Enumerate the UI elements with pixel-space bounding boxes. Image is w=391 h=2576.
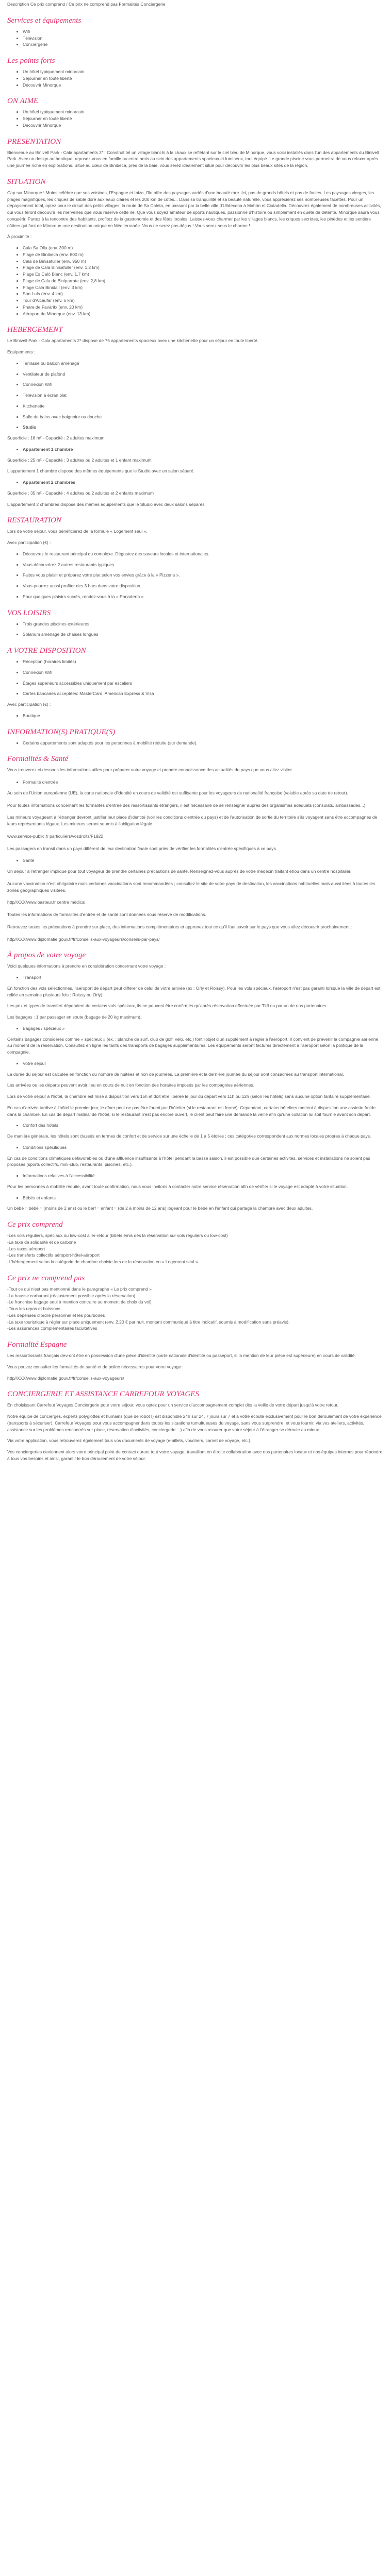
restaurant-section: [7, 516, 384, 600]
formalities-paragraph: Toutes les informations de formalités d'entrée et de santé sont données sous réserve de modifications.: [7, 912, 206, 917]
list-item: • Bagages / spécieux »: [23, 1025, 384, 1032]
concierge-paragraph: Vos conciergeries deviennent alors votre principal point de contact durant tout votre voyage, travaillant en étroite collaboration avec nos partenaires locaux et nos équipes internes pour répondre à tous vos besoins et ainsi, garantir le bon déroulement de votre séjour.: [7, 1449, 383, 1461]
formalities-paragraph: Au sein de l'Union européenne (UE), la carte nationale d'identité en cours de validité est suffisante pour les voyageurs de nationalité française (valable après sa date de retour).: [7, 790, 348, 795]
apartment-2-title: • Appartement 2 chambres: [23, 479, 384, 486]
price-excludes-line: -Le franchise bagage seul à mention contraire au moment de choix du vol): [7, 1299, 152, 1305]
price-excludes-title: Ce prix ne comprend pas: [7, 1274, 85, 1282]
list-item: • Réception (horaires limités): [23, 658, 384, 665]
formalities-paragraph: Retrouvez toutes les précautions à prendre sur place, des informations complémentaires et apprenez tout ce qu'il faut savoir sur le pays que vous allez découvrir prochainement :: [7, 924, 352, 929]
list-item: • Santé: [23, 857, 384, 864]
price-excludes-line: -Tous les repas et boissons: [7, 1306, 60, 1311]
spain-formalities-paragraph: Vous pouvez consulter les formalités de santé et de police nécessaires pour votre voyage :: [7, 1364, 184, 1369]
list-item: • Son Luís (env. 4 km): [23, 291, 384, 297]
services-section: [7, 16, 384, 48]
leisure-list: [7, 621, 384, 638]
we-like-title: ON AIME: [7, 97, 39, 106]
situation-text: Cap sur Minorque ! Moins célèbre que ses voisines, l'Espagne et Ibiza, l'île offre des paysages variés d'une beauté rare. Ici, pas de grands hôtels et pas de foules. Les paysages vierges, les plages magnifiques, les criques de sable doré aux eaux claires et les 200 km de côtes... Dans sa tranquillité et sa beauté naturelle, vous apprécierez ses nombreuses facettes. Pour un dépaysement total, optez pour le circuit des petits villages, la route de Sa Caleta, en passant par la belle ville d'Ulldecona à Mahón et Ciutadella. Découvrez également de nombreuses activités, qui vous feront découvrir les merveilles que vous réserve cette île. Que vous soyez amateur de sports nautiques, passionné d'histoire ou simplement en quête de détente, Minorque saura vous conquérir. Partez à la rencontre des habitants, profitez de la gastronomie et des fêtes locales. Laissez-vous charmer par les villages blancs, les criques secrètes, les pinèdes et les sentiers côtiers qui font de Minorque une destination unique en Méditerranée. Vous ne serez pas déçus ! Vous serez sous le charme !: [7, 190, 381, 228]
formalities-paragraph: Les mineurs voyageant à l'étranger devront justifier leur place d'identité (voir les conditions d'entrée du pays) et de l'autorisation de sortie du territoire s'ils voyagent sans être accompagnés de leurs représentants légaux. Les mineurs seront soumis à l'obligation légale.: [7, 815, 378, 826]
formalities-link[interactable]: http//XXX/www.diplomatie.gouv.fr/fr/conseils-aux-voyageurs/conseils-par-pays/: [7, 936, 160, 942]
price-includes-line: -Les taxes aéroport: [7, 1246, 45, 1251]
tab-navigation[interactable]: Description Ce prix comprend / Ce prix ne comprend pas Formalités Conciergerie: [7, 2, 166, 7]
distances-list: [7, 245, 384, 317]
list-item: • Plage de Binibeca (env. 800 m): [23, 251, 384, 258]
list-item: • Faites vous plaisir et préparez votre plat selon vos envies grâce à la « Pizzeria ».: [23, 572, 384, 579]
list-item: • Plage de Cala de Biniparrate (env. 2,8 km): [23, 278, 384, 284]
facilities-extra-intro: Avec participation (€) :: [7, 702, 51, 707]
list-item: • Trois grandes piscines extérieures: [23, 621, 384, 628]
apartment-2-text: Superficie : 35 m² - Capacité : 4 adultes ou 2 adultes et 2 enfants maximum: [7, 490, 154, 496]
price-excludes-section: [7, 1274, 384, 1332]
list-item: • Phare de Favàritx (env. 20 km): [23, 304, 384, 311]
situation-title: SITUATION: [7, 177, 46, 186]
trip-children-list: [7, 1195, 384, 1201]
concierge-section: [7, 1389, 384, 1462]
highlights-section: [7, 56, 384, 88]
list-item: • Connexion Wifi: [23, 669, 384, 676]
list-item: • Kitchenette: [23, 403, 384, 410]
apartment-1-list: [7, 446, 384, 453]
practical-list: [7, 740, 384, 747]
accommodation-text: Le Binivell Park - Cala apartaments 2* dispose de 75 appartements spacieux avec une kitchenette pour un séjour en toute liberté.: [7, 338, 259, 344]
list-item: • Transport: [23, 974, 384, 981]
list-item: • Plage de Cala Binisafúller (env. 1,2 km): [23, 264, 384, 271]
list-item: • Un hôtel typiquement minorcain: [23, 109, 384, 115]
list-item: • Télévision à écran plat: [23, 392, 384, 399]
we-like-list: [7, 109, 384, 128]
apartment-1-title: • Appartement 1 chambre: [23, 446, 384, 453]
trip-transport-list: [7, 974, 384, 981]
studio-text: Superficie : 18 m² - Capacité : 2 adultes maximum: [7, 435, 105, 440]
trip-paragraph: De manière générale, les hôtels sont classés en termes de confort et de service sur une échelle de 1 à 5 étoiles ; ces catégories correspondent aux normes locales propres à chaque pays.: [7, 1133, 371, 1139]
price-includes-line: -Les vols réguliers, spéciaux ou low-cost aller-retour (billets émis dès la réservation sur vols réguliers ou low-cost): [7, 1233, 228, 1238]
facilities-extra-list: [7, 713, 384, 719]
facilities-section: [7, 646, 384, 719]
list-item: • Informations relatives à l'accessibilité: [23, 1173, 384, 1179]
trip-paragraph: Voici quelques informations à prendre en considération concernant votre voyage :: [7, 963, 166, 969]
list-item: • Vous pourrez aussi profiter des 3 bars dans votre disposition.: [23, 583, 384, 589]
list-item: • Conditions spécifiques: [23, 1144, 384, 1151]
list-item: • Bébés et enfants: [23, 1195, 384, 1201]
formalities-health-list: [7, 857, 384, 864]
list-item: • Vous découvrirez 2 autres restaurants typiques.: [23, 562, 384, 568]
leisure-title: VOS LOISIRS: [7, 608, 51, 617]
trip-paragraph: Un bébé = bébé = (moins de 2 ans) ou le berf = enfant = (de 2 à moins de 12 ans) logeant pour le bébé en l'enfant qui partage la chambre avec deux adultes.: [7, 1206, 313, 1211]
list-item: • Séjourner en toute liberté: [23, 75, 384, 82]
formalities-paragraph: Les passagers en transit dans un pays différent de leur destination finale sont priés de vérifier les formalités d'entrée spécifiques à ce pays.: [7, 845, 278, 851]
trip-paragraph: En fonction des vols sélectionnés, l'aéroport de départ peut différer de celui de votre arrivée (ex : Orly et Roissy). Pour les vols spéciaux, l'aéroport n'est pas garanti lorsque la ville de départ est reliée en semaine plusieurs fois : Roissy ou Orly).: [7, 985, 381, 997]
situation-section: [7, 177, 384, 317]
list-item: • Salle de bains avec baignoire ou douche: [23, 414, 384, 420]
restaurant-list: [7, 551, 384, 600]
presentation-section: [7, 137, 384, 169]
accommodation-title: HEBERGEMENT: [7, 326, 63, 334]
apartment-1-text: Superficie : 25 m² - Capacité : 3 adultes ou 2 adultes et 1 enfant maximum: [7, 457, 152, 463]
list-item: • Votre séjour: [23, 1060, 384, 1067]
list-item: • Cala de Binisafúller (env. 950 m): [23, 258, 384, 265]
price-includes-line: -Les transferts collectifs aéroport-hôtel-aéroport: [7, 1252, 100, 1258]
list-item: • Un hôtel typiquement minorcain: [23, 69, 384, 75]
list-item: • Séjourner en toute liberté: [23, 115, 384, 122]
formalities-paragraph: Aucune vaccination n'est obligatoire mais certaines vaccinations sont recommandées ; consultez le site de votre pays de destination, les vaccinations habituelles mais aussi liées à toutes les zones géographiques visitées.: [7, 880, 376, 893]
list-item: • Plage Es Caló Blanc (env. 1,7 km): [23, 271, 384, 278]
trip-paragraph: En cas de conditions climatiques défavorables ou d'une affluence insuffisante à l'hôtel pendant la basse saison, il est possible que certaines activités, services et installations ne soient pas proposés (sports collectifs, mini-club, restaurants, piscines, etc.).: [7, 1155, 370, 1167]
formalities-intro: Vous trouverez ci-dessous les informations utiles pour préparer votre voyage et prendre connaissance des actualités du pays que vous allez visiter.: [7, 767, 293, 773]
equipment-list: [7, 360, 384, 431]
list-item: • Ventilateur de plafond: [23, 371, 384, 378]
list-item: • Découvrir Minorque: [23, 122, 384, 129]
list-item: • Terrasse ou balcon aménagé: [23, 360, 384, 367]
list-item: • Pour quelques plaisirs sucrés, rendez-vous à la « Panadería ».: [23, 594, 384, 600]
trip-paragraph: Pour les personnes à mobilité réduite, avant toute confirmation, nous vous invitons à contacter notre service réservation afin de vérifier si le voyage est adapté à votre situation.: [7, 1183, 348, 1189]
spain-formalities-paragraph: Les ressortissants français devront être en possession d'une pièce d'identité (carte nationale d'identité ou passeport, si la mention de leur pièce est supérieure) en cours de validité.: [7, 1353, 356, 1358]
formalities-link[interactable]: www.service-public.fr particuliers/vosdroits/F1922: [7, 833, 104, 839]
spain-formalities-link[interactable]: http//XXX/www.diplomatie.gouv.fr/fr/conseils-aux-voyageurs/: [7, 1375, 124, 1381]
price-excludes-line: -La taxe touristique à régler sur place uniquement (env. 2,20 € par nuit, montant communiqué à titre indicatif, soumis à modification sans préavis).: [7, 1319, 290, 1325]
trip-paragraph: La durée du séjour est calculée en fonction du nombre de nuitées et non de journées. La première et la dernière journée du séjour sont consacrées au transport international.: [7, 1071, 344, 1077]
concierge-paragraph: Via votre application, vous retrouverez également tous vos documents de voyage (e-billets, vouchers, carnet de voyage, etc.).: [7, 1438, 252, 1444]
trip-section: [7, 951, 384, 1212]
apartment-2-note: L'appartement 2 chambres dispose des mêmes équipements que le Studio avec deux salons séparés.: [7, 501, 206, 507]
apartment-2-list: [7, 479, 384, 486]
concierge-title: CONCIERGERIE ET ASSISTANCE CARREFOUR VOYAGES: [7, 1390, 199, 1399]
list-item: • Conciergerie: [23, 41, 384, 48]
price-includes-line: -La taxe de solidarité et de carbone: [7, 1239, 76, 1245]
list-item: • Studio: [23, 424, 384, 431]
trip-conditions-list: [7, 1144, 384, 1151]
formalities-paragraph: Un séjour à l'étranger implique pour tout voyageur de prendre certaines précautions de santé. Renseignez-vous auprès de votre médecin traitant et/ou dans un centre hospitalier.: [7, 869, 352, 874]
list-item: • Télévision: [23, 35, 384, 42]
apartment-1-note: L'appartement 1 chambre dispose des mêmes équipements que le Studio avec un salon séparé.: [7, 468, 195, 474]
formalities-link[interactable]: http//XXX/www.pasteur.fr centre médical: [7, 900, 86, 905]
formalities-paragraph: Pour toutes informations concernant les formalités d'entrée des ressortissants étrangers, il est nécessaire de se renseigner auprès des organismes adéquats (consulats, ambassades...).: [7, 802, 367, 808]
price-includes-section: [7, 1220, 384, 1265]
formalities-title: Formalités & Santé: [7, 755, 69, 764]
list-item: • Cala Sa Olla (env. 300 m): [23, 245, 384, 251]
practical-section: [7, 727, 384, 747]
list-item: • Aéroport de Minorque (env. 13 km): [23, 311, 384, 317]
list-item: • Confort des hôtels: [23, 1122, 384, 1129]
distances-intro: À proximité :: [7, 234, 32, 240]
formalities-entry-list: [7, 779, 384, 786]
restaurant-intro: Avec participation (€) :: [7, 540, 51, 545]
list-item: • Wifi: [23, 28, 384, 35]
facilities-list: [7, 658, 384, 697]
trip-paragraph: Les arrivées ou les départs peuvent avoir lieu en cours de nuit en fonction des horaires imposés par les compagnies aériennes.: [7, 1082, 255, 1088]
list-item: • Cartes bancaires acceptées: MasterCard, American Express & Visa: [23, 690, 384, 697]
price-excludes-line: -Les assurances complémentaires facultatives: [7, 1326, 97, 1331]
trip-paragraph: Les prix et types de transfert dépendent de certains vols spéciaux, ils ne peuvent être confirmés qu'après réservation effectuée par TUI ou par un de nos partenaires.: [7, 1003, 328, 1009]
list-item: • Certains appartements sont adaptés pour les personnes à mobilité réduite (sur demande).: [23, 740, 384, 747]
list-item: • Plage Cala Binidalí (env. 3 km): [23, 284, 384, 291]
list-item: • Formalité d'entrée: [23, 779, 384, 786]
price-excludes-line: -Les dépenses d'ordre personnel et les pourboires: [7, 1312, 105, 1318]
leisure-section: [7, 608, 384, 638]
presentation-text: Bienvenue au Binivell Park - Cala apartaments 2* ! Construit tel un village blanchi à la chaux se reflétant sur le ciel bleu de Minorque, vous voici installés dans l'un des appartements du Binivell Park. Avec un design authentique, reposez-vous en famille ou entre amis au sein des appartements spacieux et lumineux, tout équipé. Le grande piscine vous permettra de vous relaxer après une journée riche en explorations. Situé au cœur de Binibeca, près de la baie, vous serez idéalement situé pour découvrir les plus beaux sites de la région.: [7, 149, 379, 168]
spain-formalities-title: Formalité Espagne: [7, 1341, 67, 1349]
trip-paragraph: En cas d'arrivée tardive à l'hôtel le premier jour, le dîner peut ne pas être fourni par l'hôtelier (si le restaurant est fermé). Cependant, certains hôteliers mettent à disposition une assiette froide dans la chambre. En cas de départ matinal de l'hôtel, si le restaurant n'est pas encore ouvert, le client peut faire une demande la veille afin qu'une collation lui soit fournie avant son départ.: [7, 1105, 376, 1117]
trip-paragraph: Lors de votre séjour à l'hôtel, la chambre est mise à disposition vers 15h et doit être libérée le jour du départ vers 11h ou 12h (selon les hôtels) sans aucune option tarifaire supplémentaire.: [7, 1094, 371, 1099]
trip-accessibility-list: [7, 1173, 384, 1179]
presentation-title: PRESENTATION: [7, 137, 61, 146]
trip-baggage-list: [7, 1025, 384, 1032]
facilities-title: A VOTRE DISPOSITION: [7, 647, 86, 655]
price-excludes-line: -La hausse carburant (réajustement possible après la réservation): [7, 1293, 136, 1298]
list-item: • Découvrez le restaurant principal du complexe. Dégustez des saveurs locales et internationales.: [23, 551, 384, 557]
trip-paragraph: Certains bagages considérés comme « spécieux » (ex. : planche de surf, club de golf, vélo, etc.) font l'objet d'un supplément à régler à l'aéroport. Il convient de prévenir la compagnie aérienne au moment de la réservation. Consultez en ligne les tarifs des transports de bagages supplémentaires. Les équipements seront facturés directement à l'aéroport selon la politique de la compagnie.: [7, 1036, 379, 1055]
trip-comfort-list: [7, 1122, 384, 1129]
services-list: [7, 28, 384, 48]
practical-title: INFORMATION(S) PRATIQUE(S): [7, 727, 116, 736]
list-item: • Boutique: [23, 713, 384, 719]
spain-formalities-section: [7, 1340, 384, 1381]
highlights-title: Les points forts: [7, 57, 55, 65]
list-item: • Découvrir Minorque: [23, 82, 384, 89]
list-item: • Solarium aménagé de chaises longues: [23, 631, 384, 638]
formalities-section: [7, 754, 384, 942]
list-item: • Connexion Wifi: [23, 381, 384, 388]
we-like-section: [7, 96, 384, 128]
concierge-paragraph: En choisissant Carrefour Voyages Conciergerie pour votre séjour, vous optez pour un service d'accompagnement complet dès la veille de votre départ jusqu'à votre retour.: [7, 1402, 339, 1408]
restaurant-text: Lors de votre séjour, vous bénéficierez de la formule « Logement seul ».: [7, 529, 148, 534]
list-item: • Tour d'Alcaufar (env. 6 km): [23, 297, 384, 304]
highlights-list: [7, 69, 384, 88]
concierge-paragraph: Notre équipe de concierges, experts polyglottes et humains (que de robot !) est disponible 24h sur 24, 7 jours sur 7 et à votre écoute exclusivement pour le bon déroulement de votre expérience (transports à sécuriser). Carrefour Voyages pour vous accompagner dans toutes les situations tumultueuses du voyage, sans vous surprendre, et vous fournir, via vos ateliers, activités, assistance sur les problèmes rencontrés sur place, réservation d'activités, conciergerie... ) afin de vous assurer que votre séjour à l'étranger se déroule au mieux...: [7, 1414, 382, 1432]
restaurant-title: RESTAURATION: [7, 516, 61, 525]
list-item: • Étages supérieurs accessibles uniquement par escaliers: [23, 680, 384, 687]
price-includes-title: Ce prix comprend: [7, 1221, 63, 1229]
accommodation-section: [7, 325, 384, 507]
price-includes-line: -L'hébergement selon la catégorie de chambre choisie lors de la réservation en « Logement seul »: [7, 1259, 198, 1264]
price-excludes-line: -Tout ce qui n'est pas mentionné dans le paragraphe « Le prix comprend »: [7, 1286, 152, 1292]
trip-stay-list: [7, 1060, 384, 1067]
services-title: Services et équipements: [7, 16, 82, 25]
trip-title: À propos de votre voyage: [7, 951, 86, 960]
equipment-intro: Équipements :: [7, 349, 36, 354]
trip-paragraph: Les bagages : 1 par passager en soute (bagage de 20 kg maximum).: [7, 1014, 142, 1020]
